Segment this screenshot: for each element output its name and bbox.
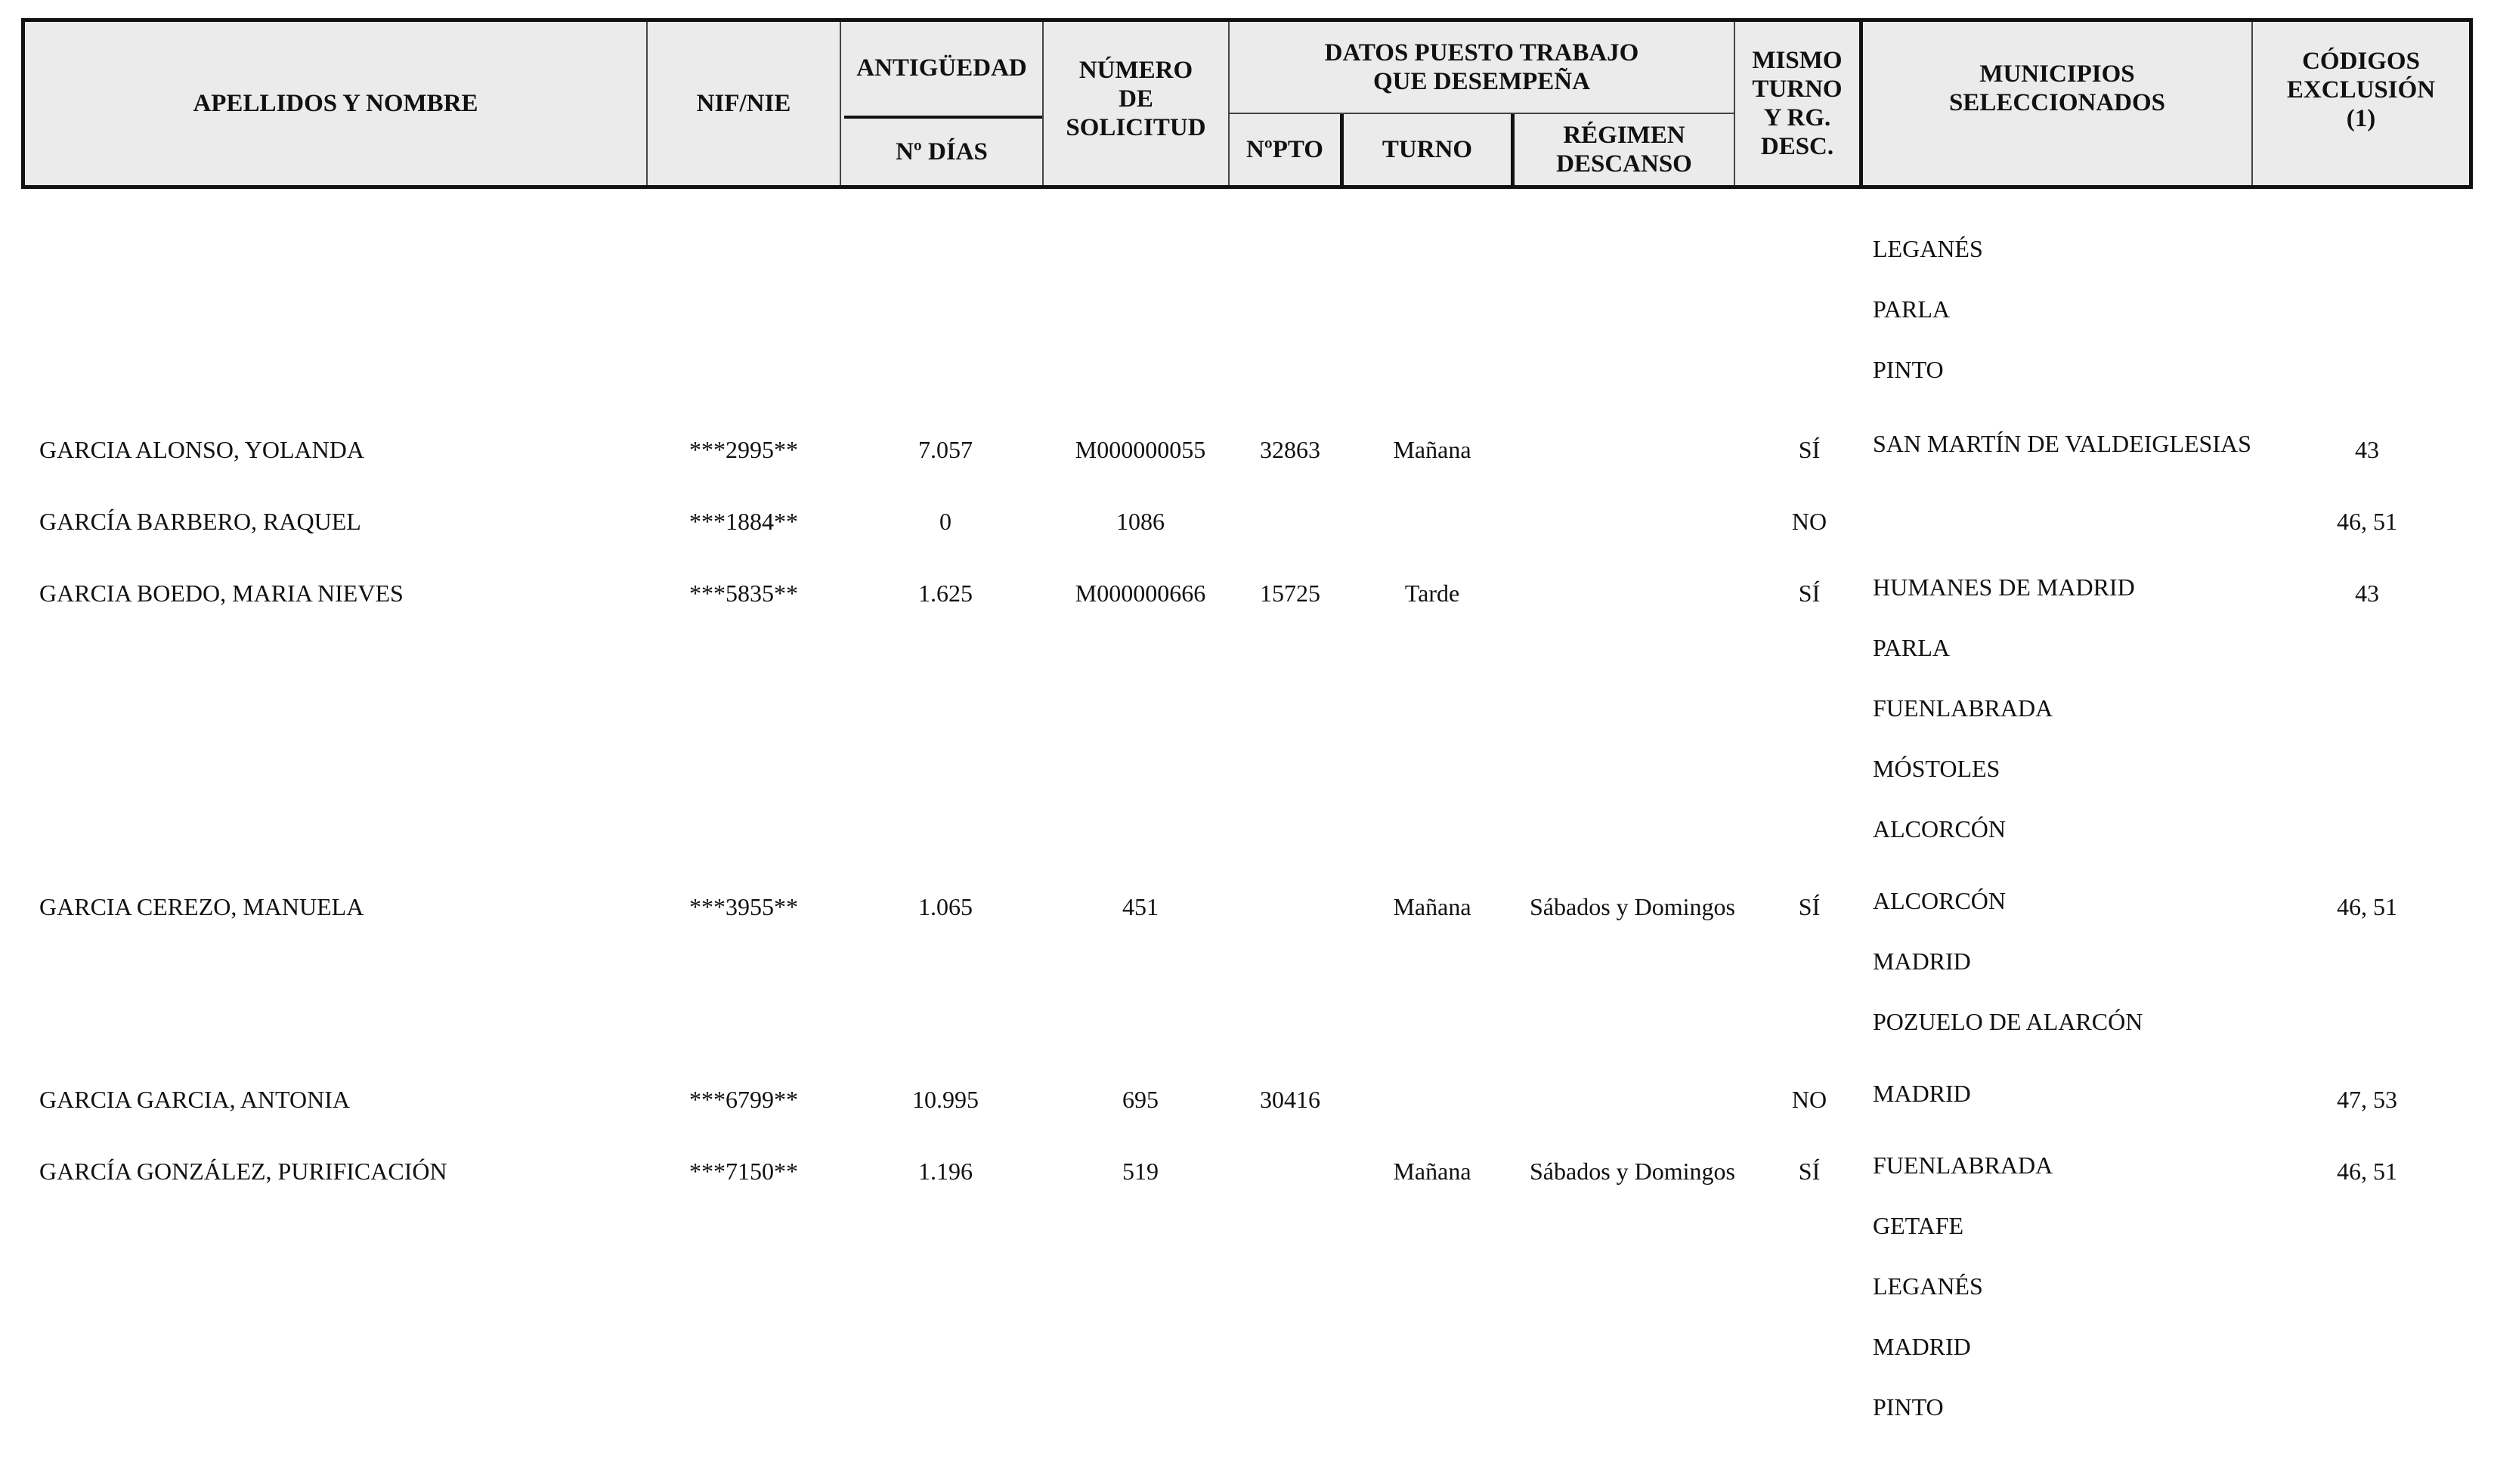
header-antiguedad: ANTIGÜEDAD — [856, 54, 1027, 82]
cell-municipio: FUENLABRADA — [1873, 694, 2053, 722]
cell-nif: ***7150** — [689, 1158, 798, 1185]
cell-municipio: MADRID — [1873, 1080, 1971, 1107]
cell-dias: 10.995 — [912, 1086, 979, 1113]
cell-nif: ***1884** — [689, 508, 798, 535]
cell-nif: ***3955** — [689, 893, 798, 920]
cell-npto: 30416 — [1260, 1086, 1320, 1113]
cell-mismo: NO — [1791, 1086, 1827, 1113]
cell-regimen: Sábados y Domingos — [1530, 1158, 1735, 1185]
cell-nif: ***2995** — [689, 436, 798, 463]
cell-mismo: NO — [1791, 508, 1827, 535]
cell-nombre: GARCÍA GONZÁLEZ, PURIFICACIÓN — [39, 1158, 447, 1185]
cell-solicitud: 695 — [1122, 1086, 1159, 1113]
cell-mismo: SÍ — [1798, 580, 1821, 607]
cell-mismo: SÍ — [1798, 436, 1821, 463]
cell-mismo: SÍ — [1798, 893, 1821, 920]
header-codigos: CÓDIGOS EXCLUSIÓN (1) — [2286, 48, 2436, 132]
cell-nombre: GARCIA ALONSO, YOLANDA — [39, 436, 364, 463]
cell-municipio: SAN MARTÍN DE VALDEIGLESIAS — [1873, 430, 2251, 457]
cell-solicitud: 451 — [1122, 893, 1159, 920]
cell-nif: ***6799** — [689, 1086, 798, 1113]
cell-turno: Mañana — [1393, 436, 1471, 463]
cell-nombre: GARCIA CEREZO, MANUELA — [39, 893, 364, 920]
cell-municipio: ALCORCÓN — [1873, 887, 2007, 914]
cell-municipio: PINTO — [1873, 1393, 1944, 1421]
cell-dias: 1.625 — [918, 580, 973, 607]
cell-municipio: HUMANES DE MADRID — [1873, 574, 2135, 601]
cell-municipio: MÓSTOLES — [1873, 755, 2000, 782]
cell-npto: 15725 — [1260, 580, 1320, 607]
cell-municipio: LEGANÉS — [1873, 1272, 1983, 1300]
cell-solicitud: M000000666 — [1075, 580, 1206, 607]
cell-turno: Mañana — [1393, 1158, 1471, 1185]
table-header — [21, 18, 2473, 189]
cell-dias: 0 — [939, 508, 951, 535]
cell-dias: 1.065 — [918, 893, 973, 920]
cell-codigos: 46, 51 — [2337, 1158, 2397, 1185]
cell-solicitud: M000000055 — [1075, 436, 1206, 463]
header-datos-puesto: DATOS PUESTO TRABAJO QUE DESEMPEÑA — [1324, 39, 1639, 95]
cell-municipio: ALCORCÓN — [1873, 815, 2007, 842]
cell-codigos: 43 — [2355, 580, 2379, 607]
cell-solicitud: 519 — [1122, 1158, 1159, 1185]
cell-codigos: 46, 51 — [2337, 893, 2397, 920]
cell-nif: ***5835** — [689, 580, 798, 607]
cell-dias: 7.057 — [918, 436, 973, 463]
header-regimen: RÉGIMEN DESCANSO — [1556, 122, 1692, 178]
cell-turno: Mañana — [1393, 893, 1471, 920]
cell-codigos: 47, 53 — [2337, 1086, 2397, 1113]
cell-nombre: GARCIA BOEDO, MARIA NIEVES — [39, 580, 404, 607]
header-npto: NºPTO — [1246, 136, 1323, 163]
cell-municipio: MADRID — [1873, 948, 1971, 975]
cell-solicitud: 1086 — [1116, 508, 1165, 535]
continuation-municipio: PINTO — [1873, 356, 1944, 383]
cell-nombre: GARCIA GARCIA, ANTONIA — [39, 1086, 350, 1113]
continuation-municipio: PARLA — [1873, 295, 1950, 323]
cell-npto: 32863 — [1260, 436, 1320, 463]
cell-codigos: 43 — [2355, 436, 2379, 463]
header-apellidos: APELLIDOS Y NOMBRE — [193, 90, 478, 117]
header-nif: NIF/NIE — [696, 90, 791, 117]
cell-regimen: Sábados y Domingos — [1530, 893, 1735, 920]
cell-municipio: GETAFE — [1873, 1212, 1964, 1239]
cell-turno: Tarde — [1404, 580, 1460, 607]
cell-municipio: MADRID — [1873, 1333, 1971, 1360]
cell-municipio: FUENLABRADA — [1873, 1152, 2053, 1179]
cell-municipio: PARLA — [1873, 634, 1950, 661]
header-mismo-turno: MISMO TURNO Y RG. DESC. — [1752, 47, 1843, 160]
header-numero-solicitud: NÚMERO DE SOLICITUD — [1066, 57, 1206, 141]
header-municipios: MUNICIPIOS SELECCIONADOS — [1948, 60, 2166, 116]
header-n-dias: Nº DÍAS — [896, 138, 988, 165]
cell-nombre: GARCÍA BARBERO, RAQUEL — [39, 508, 361, 535]
cell-codigos: 46, 51 — [2337, 508, 2397, 535]
header-turno: TURNO — [1382, 136, 1473, 163]
cell-dias: 1.196 — [918, 1158, 973, 1185]
cell-mismo: SÍ — [1798, 1158, 1821, 1185]
continuation-municipio: LEGANÉS — [1873, 235, 1983, 262]
cell-municipio: POZUELO DE ALARCÓN — [1873, 1008, 2143, 1035]
